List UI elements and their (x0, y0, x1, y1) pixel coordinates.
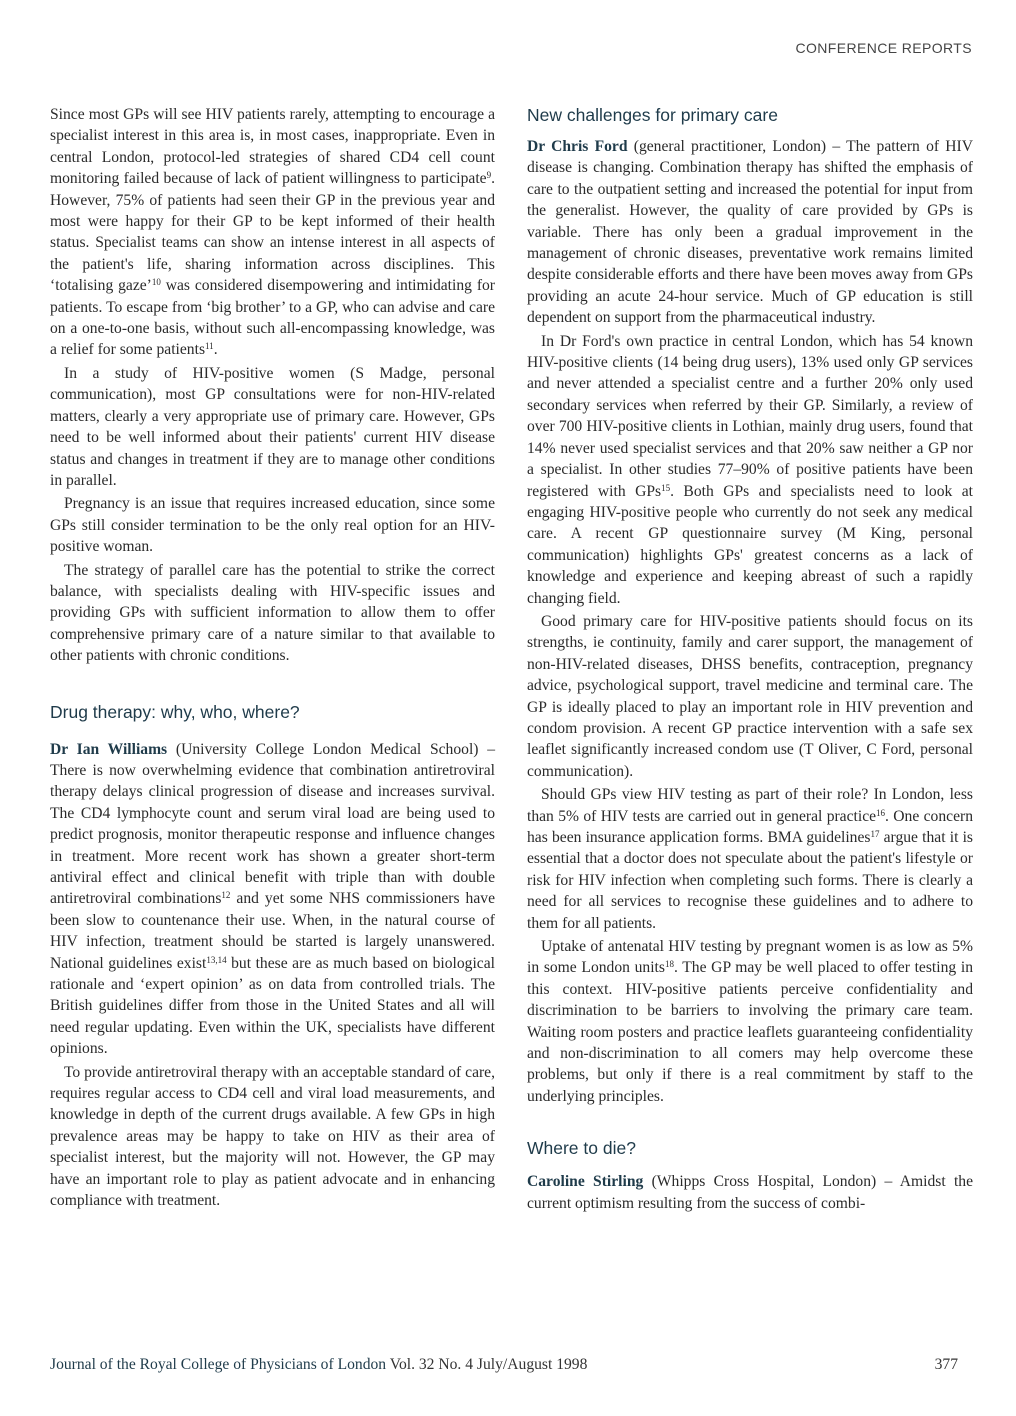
paragraph: Uptake of antenatal HIV testing by pregnant women is as low as 5% in some London units$^{18}$. The GP may be well placed to offer testing in this context. HIV-positive patients perceive confidentiality and discrimination to be barriers to involving the primary care team. Waiting room posters and practice leaflets guaranteeing confidentiality and non-discrimination to all comers may help overcome these problems, but only if there is a real commitment by staff to the underlying principles. (527, 938, 973, 1105)
paragraph: Dr Ian Williams (University College London Medical School) – There is now overwhelming evidence that combination antiretroviral therapy delays clinical progression of disease and increases survival. The CD4 lymphocyte count and serum viral load are being used to predict prognosis, monitor therapeutic response and influence changes in treatment. More recent work has shown a greater short-term antiviral effect and clinical benefit with triple than with double antiretroviral combinations$^{12}$ and yet some NHS commissioners have been slow to countenance their use. When, in the natural course of HIV infection, treatment should be started is largely unanswered. National guidelines exist$^{13,14}$ but these are as much based on biological rationale and ‘expert opinion’ as on data from controlled trials. The British guidelines differ from those in the United States and all will need regular updating. Even within the UK, specialists have different opinions. (50, 740, 496, 1058)
paragraph: Good primary care for HIV-positive patients should focus on its strengths, ie continuity, family and carer support, the management of non-HIV-related diseases, DHSS benefits, contraception, pregnancy advice, psychological support, travel medicine and terminal care. The GP is ideally placed to play an important role in HIV prevention and condom provision. A recent GP practice intervention with a safe sex leaflet significantly increased condom use (T Oliver, C Ford, personal communication). (527, 612, 973, 780)
reference-marker: 11 (205, 341, 214, 352)
reference-marker: 15 (661, 482, 671, 493)
section-heading-new-challenges: New challenges for primary care (527, 105, 778, 125)
paragraph: In a study of HIV-positive women (S Madge, personal communication), most GP consultations were for non-HIV-related matters, clearly a very appropriate use of primary care. However, GPs need to be well informed about their patients' current HIV disease status and changes in treatment if they are to manage other conditions in parallel. (50, 364, 495, 489)
paragraph: Since most GPs will see HIV patients rarely, attempting to encourage a specialist interest in this area is, in most cases, inappropriate. Even in central London, protocol-led strategies of shared CD4 cell count monitoring failed because of lack of patient willingness to participate$^9$. However, 75% of patients had seen their GP in the previous year and most were happy for their GP to be kept informed of their health status. Specialist teams can show an intense interest in all aspects of the patient's life, sharing information across disciplines. This ‘totalising gaze’$^{10}$ was considered disempowering and intimidating for patients. To escape from ‘big brother’ to a GP, who can advise and care on a one-to-one basis, without such all-encompassing knowledge, was a relief for some patients$^{11}$. (50, 106, 496, 359)
issue-info: Vol. 32 No. 4 July/August 1998 (386, 1356, 588, 1373)
journal-title: Journal of the Royal College of Physicians of London (50, 1356, 387, 1373)
reference-marker: 18 (664, 959, 674, 970)
paragraph: In Dr Ford's own practice in central London, which has 54 known HIV-positive clients (14 being drug users), 13% used only GP services and never attended a specialist centre and a further 20% only used secondary services when referred by their GP. Similarly, a review of over 700 HIV-positive clients in Lothian, mainly drug users, found that 14% never used specialist services and that 20% saw neither a GP nor a specialist. In other studies 77–90% of positive patients have been registered with GPs$^{15}$. Both GPs and specialists need to look at engaging HIV-positive people who currently do not seek any medical care. A recent GP questionnaire survey (M King, personal communication) highlights GPs' greatest concerns as a lack of knowledge and experience and keeping abreast of such a rapidly changing field. (527, 332, 973, 607)
paragraph: The strategy of parallel care has the potential to strike the correct balance, with specialists dealing with HIV-specific issues and providing GPs with sufficient information to allow them to offer comprehensive primary care of a nature similar to that available to other patients with chronic conditions. (50, 561, 495, 665)
speaker-name: Dr Ian Williams (50, 740, 168, 758)
page-number: 377 (934, 1356, 958, 1373)
speaker-name: Dr Chris Ford (527, 138, 628, 155)
running-head: CONFERENCE REPORTS (795, 40, 972, 56)
speaker-name: Caroline Stirling (527, 1173, 644, 1191)
reference-marker: 16 (876, 807, 886, 818)
reference-marker: 12 (221, 890, 231, 901)
paragraph: Pregnancy is an issue that requires increased education, since some GPs still consider termination to be the only real option for an HIV-positive woman. (50, 495, 495, 556)
paragraph: Should GPs view HIV testing as part of their role? In London, less than 5% of HIV tests are carried out in general practice$^{16}$. One concern has been insurance application forms. BMA guidelines$^{17}$ argue that it is essential that a doctor does not speculate about the patient's lifestyle or risk for HIV infection when completing such forms. There is clearly a need for all services to recognise these guidelines and to adhere to them for all patients. (527, 786, 973, 932)
paragraph: To provide antiretroviral therapy with an acceptable standard of care, requires regular access to CD4 cell and viral load measurements, and knowledge in depth of the current drugs available. A few GPs in high prevalence areas may be happy to take on HIV as their area of specialist interest, but the majority will not. However, the GP may have an important role to play as patient advocate and in enhancing compliance with treatment. (50, 1063, 496, 1210)
reference-marker: 10 (151, 277, 161, 288)
paragraph: Dr Chris Ford (general practitioner, London) – The pattern of HIV disease is changing. Combination therapy has shifted the emphasis of care to the outpatient setting and increased the potential for input from the generalist. However, the quality of care provided by GPs is variable. There has only been a gradual improvement in the management of chronic diseases, preventative work remains limited despite considerable efforts and there have been moves away from GPs providing an acute 24-hour service. Much of GP education is still dependent on support from the pharmaceutical industry. (527, 138, 973, 327)
section-heading-where-to-die: Where to die? (527, 1138, 636, 1159)
reference-marker: 13,14 (206, 954, 227, 965)
section-heading-drug-therapy: Drug therapy: why, who, where? (50, 701, 300, 722)
right-column (527, 104, 973, 1214)
paragraph: Caroline Stirling (Whipps Cross Hospital, London) – Amidst the current optimism resulting from the success of combi- (527, 1173, 973, 1212)
page-footer (50, 1356, 958, 1374)
reference-marker: 17 (870, 829, 880, 839)
reference-marker: 9 (486, 170, 492, 181)
left-column (50, 104, 495, 1212)
